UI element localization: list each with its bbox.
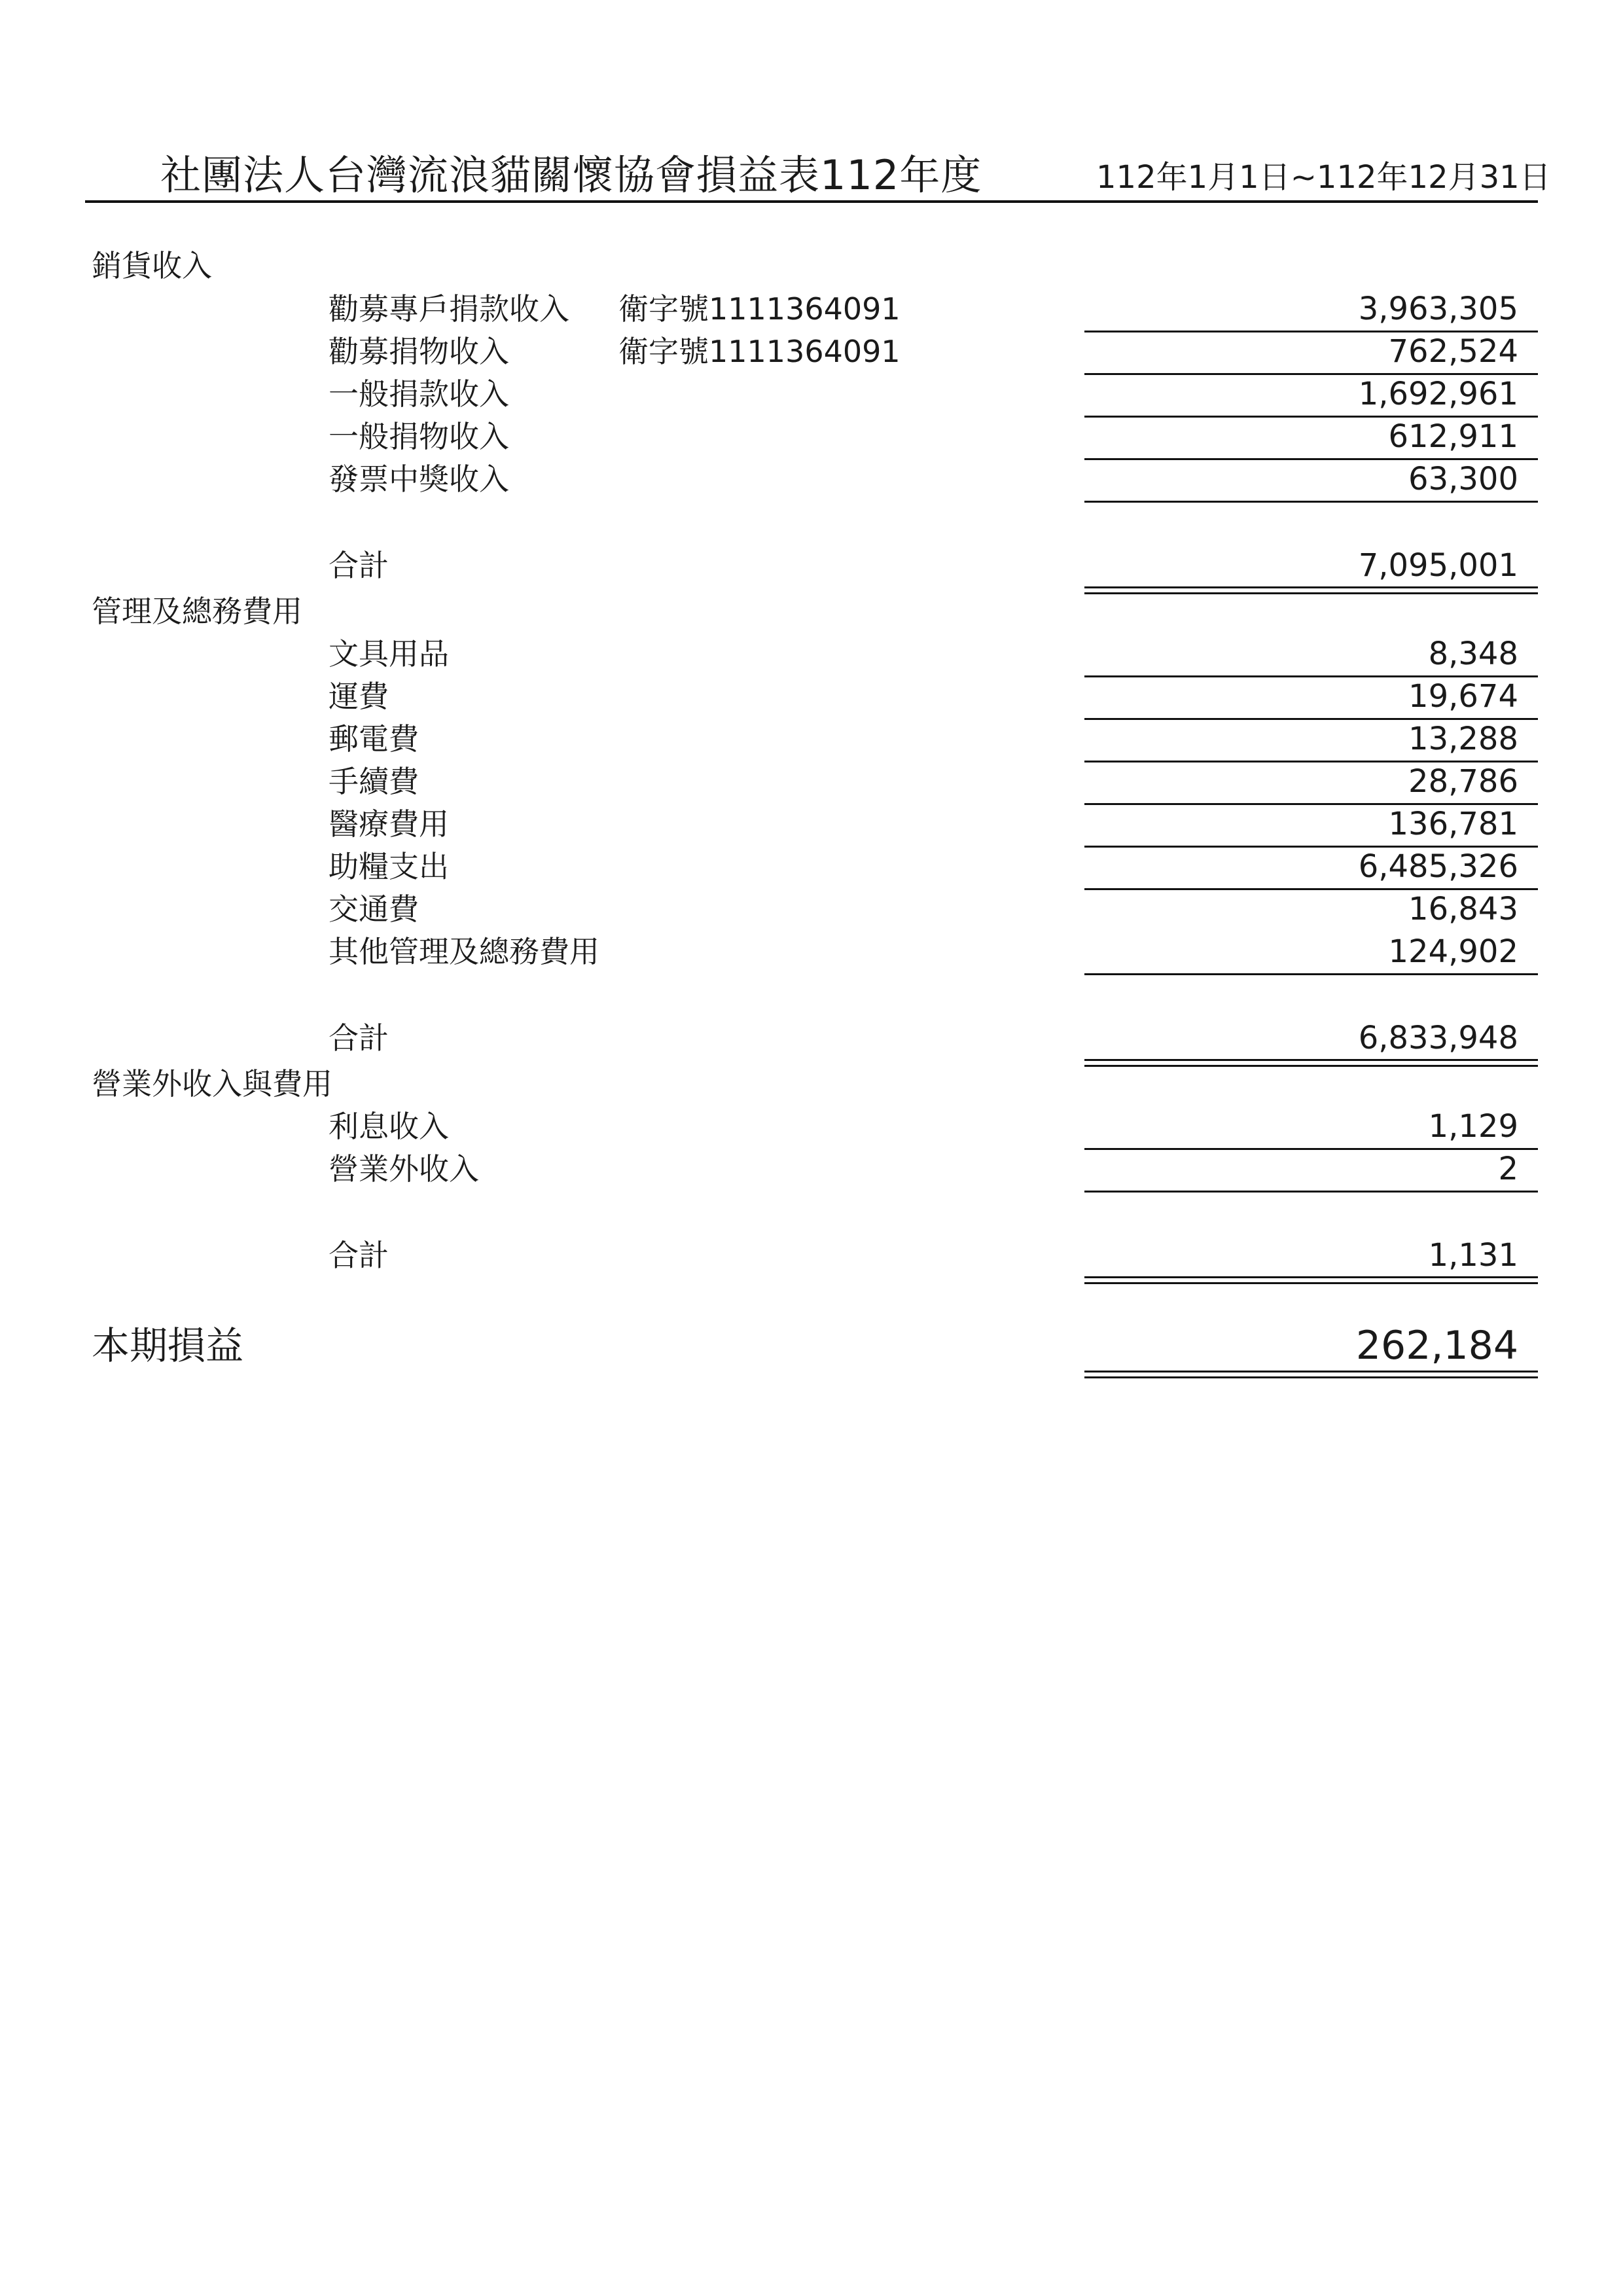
title-divider — [85, 200, 1538, 203]
subtotal-value: 7,095,001 — [1358, 547, 1518, 584]
line-item-label: 運費 — [329, 679, 389, 714]
row-divider — [1084, 1191, 1538, 1193]
section-heading-non-operating: 營業外收入與費用 — [92, 1066, 332, 1102]
line-item-value: 8,348 — [1428, 636, 1518, 672]
subtotal-double-rule — [1084, 586, 1538, 594]
subtotal-label: 合計 — [329, 1238, 389, 1273]
line-item-value: 6,485,326 — [1358, 848, 1518, 885]
line-item-value: 28,786 — [1408, 763, 1518, 800]
line-item-value: 762,524 — [1388, 333, 1518, 370]
row-divider — [1084, 501, 1538, 503]
line-item-value: 13,288 — [1408, 721, 1518, 757]
subtotal-value: 1,131 — [1428, 1237, 1518, 1274]
line-item-note: 衛字號1111364091 — [618, 291, 901, 327]
subtotal-value: 6,833,948 — [1358, 1020, 1518, 1056]
line-item-value: 3,963,305 — [1358, 291, 1518, 327]
line-item-label: 利息收入 — [329, 1109, 449, 1144]
line-item-label: 交通費 — [329, 891, 419, 927]
net-income-double-rule — [1084, 1371, 1538, 1378]
line-item-note: 衛字號1111364091 — [618, 334, 901, 369]
subtotal-double-rule — [1084, 1059, 1538, 1067]
line-item-value: 136,781 — [1388, 806, 1518, 842]
line-item-value: 19,674 — [1408, 678, 1518, 715]
line-item-label: 醫療費用 — [329, 806, 449, 842]
line-item-value: 612,911 — [1388, 418, 1518, 455]
line-item-label: 其他管理及總務費用 — [329, 934, 599, 969]
section-heading-admin-expenses: 管理及總務費用 — [92, 594, 302, 629]
line-item-label: 發票中獎收入 — [329, 461, 509, 497]
subtotal-double-rule — [1084, 1276, 1538, 1284]
line-item-label: 助糧支出 — [329, 849, 449, 884]
report-period: 112年1月1日~112年12月31日 — [1096, 159, 1551, 196]
subtotal-label: 合計 — [329, 1020, 389, 1056]
line-item-value: 1,129 — [1428, 1108, 1518, 1145]
line-item-label: 勸募專戶捐款收入 — [329, 291, 569, 327]
line-item-value: 63,300 — [1408, 461, 1518, 497]
line-item-label: 手續費 — [329, 764, 419, 799]
line-item-label: 郵電費 — [329, 721, 419, 757]
page-title: 社團法人台灣流浪貓關懷協會損益表112年度 — [160, 151, 982, 199]
line-item-value: 16,843 — [1408, 891, 1518, 927]
line-item-label: 一般捐物收入 — [329, 419, 509, 454]
section-heading-sales-income: 銷貨收入 — [92, 248, 212, 283]
subtotal-label: 合計 — [329, 548, 389, 583]
line-item-value: 124,902 — [1388, 933, 1518, 970]
line-item-label: 營業外收入 — [329, 1151, 479, 1187]
line-item-label: 一般捐款收入 — [329, 376, 509, 412]
line-item-label: 勸募捐物收入 — [329, 334, 509, 369]
row-divider — [1084, 973, 1538, 975]
line-item-label: 文具用品 — [329, 636, 449, 672]
line-item-value: 2 — [1498, 1151, 1518, 1187]
net-income-value: 262,184 — [1355, 1323, 1518, 1369]
line-item-value: 1,692,961 — [1358, 376, 1518, 412]
net-income-label: 本期損益 — [92, 1323, 244, 1368]
